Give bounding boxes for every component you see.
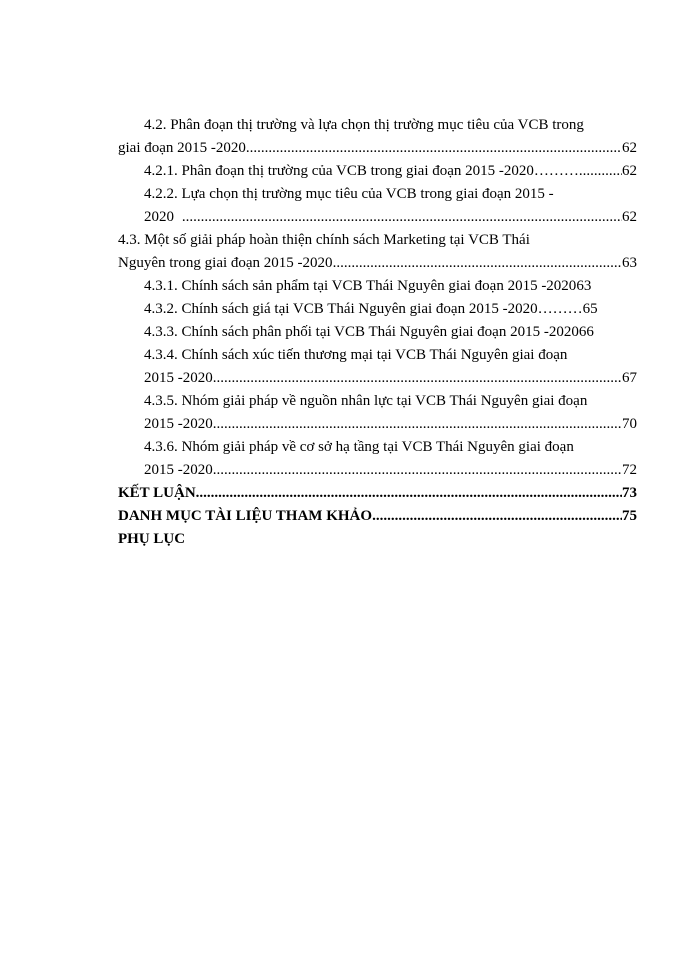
toc-entry-4-2-line1 [118, 114, 637, 137]
toc-entry-text: 4.3. Một số giải pháp hoàn thiện chính sách Marketing tại VCB Thái [118, 232, 530, 248]
toc-entry-text: KẾT LUẬN [118, 485, 196, 501]
toc-entry-4-3-4-line1 [118, 344, 637, 367]
page-number: 66 [578, 324, 594, 340]
toc-entry-4-2-line2 [118, 137, 637, 160]
toc-entry-text: 4.3.1. Chính sách sản phẩm tại VCB Thái Nguyên giai đoạn 2015 -2020 [144, 278, 577, 294]
dot-leader [213, 413, 622, 436]
dot-leader [196, 482, 622, 505]
toc-entry-text: DANH MỤC TÀI LIỆU THAM KHẢO [118, 508, 373, 524]
dot-leader [182, 206, 622, 229]
toc-entry-4-2-2-line2 [118, 206, 637, 229]
toc-entry-4-3-6-line1 [118, 436, 637, 459]
toc-entry-text: 4.2.2. Lựa chọn thị trường mục tiêu của VCB trong giai đoạn 2015 - [144, 186, 554, 202]
toc-entry-text: 2015 -2020 [144, 416, 213, 432]
page-number: 72 [622, 462, 637, 478]
toc-entry-text: 4.2. Phân đoạn thị trường và lựa chọn thị trường mục tiêu của VCB trong [144, 117, 584, 133]
toc-entry-phu-luc [118, 528, 637, 551]
toc-entry-text: 2015 -2020 [144, 462, 213, 478]
toc-entry-4-3-4-line2 [118, 367, 637, 390]
toc-entry-text: 4.3.5. Nhóm giải pháp về nguồn nhân lực tại VCB Thái Nguyên giai đoạn [144, 393, 588, 409]
toc-entry-4-3-5-line1 [118, 390, 637, 413]
dot-leader [579, 160, 622, 183]
toc-entry-ket-luan [118, 482, 637, 505]
dot-leader [372, 505, 622, 528]
toc-entry-text: 2020 [144, 209, 174, 225]
toc-entry-text: giai đoạn 2015 -2020 [118, 140, 246, 156]
toc-entry-text: 4.3.2. Chính sách giá tại VCB Thái Nguyên giai đoạn 2015 -2020……… [144, 301, 583, 317]
toc-entry-danh-muc-tai-lieu [118, 505, 637, 528]
page-number: 62 [622, 209, 637, 225]
dot-leader [333, 252, 622, 275]
toc-entry-text: 4.3.3. Chính sách phân phối tại VCB Thái Nguyên giai đoạn 2015 -2020 [144, 324, 579, 340]
toc-entry-text: PHỤ LỤC [118, 531, 186, 547]
page-number: 62 [622, 163, 637, 179]
toc-entry-4-3-5-line2 [118, 413, 637, 436]
toc-entry-text: 4.2.1. Phân đoạn thị trường của VCB trong giai đoạn 2015 -2020……… [144, 163, 579, 179]
toc-entry-text: 4.3.4. Chính sách xúc tiến thương mại tại VCB Thái Nguyên giai đoạn [144, 347, 568, 363]
page-number: 63 [622, 255, 637, 271]
dot-leader [246, 137, 622, 160]
toc-entry-4-2-2-line1 [118, 183, 637, 206]
page-number: 62 [622, 140, 637, 156]
toc-entry-text: 2015 -2020 [144, 370, 213, 386]
table-of-contents [118, 114, 637, 551]
toc-entry-4-3-6-line2 [118, 459, 637, 482]
toc-entry-4-3-line1 [118, 229, 637, 252]
toc-entry-text: Nguyên trong giai đoạn 2015 -2020 [118, 255, 333, 271]
page-number: 67 [622, 370, 637, 386]
page-number: 63 [576, 278, 592, 294]
toc-entry-4-3-2 [118, 298, 637, 321]
page-number: 65 [582, 301, 598, 317]
toc-entry-4-3-3 [118, 321, 637, 344]
page-number: 75 [622, 508, 637, 524]
toc-entry-4-3-1 [118, 275, 637, 298]
toc-entry-text: 4.3.6. Nhóm giải pháp về cơ sở hạ tầng tại VCB Thái Nguyên giai đoạn [144, 439, 574, 455]
page-number: 73 [622, 485, 637, 501]
toc-entry-4-3-line2 [118, 252, 637, 275]
dot-leader [213, 367, 622, 390]
dot-leader [213, 459, 622, 482]
toc-entry-4-2-1 [118, 160, 637, 183]
page-number: 70 [622, 416, 637, 432]
